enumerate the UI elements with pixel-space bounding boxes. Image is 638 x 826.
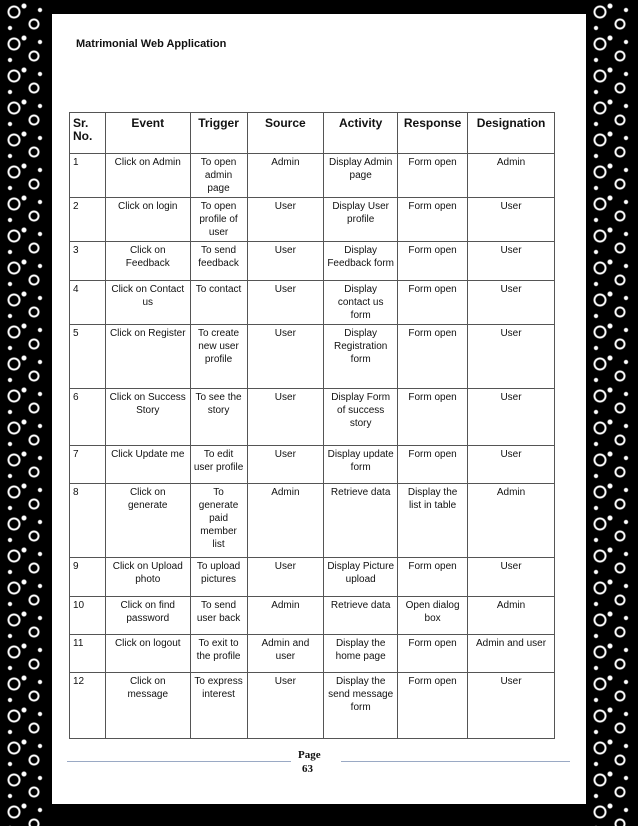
table-cell: 11 [70,635,106,673]
table-cell: 4 [70,281,106,325]
table-cell: User [468,281,555,325]
table-cell: Click on login [105,198,190,242]
table-cell: To create new user profile [190,325,247,389]
table-cell: Click on find password [105,597,190,635]
decorative-border-right [586,0,638,826]
table-cell: Form open [398,558,468,597]
table-cell: Admin [247,154,324,198]
table-cell: 7 [70,446,106,484]
table-cell: Retrieve data [324,597,398,635]
table-cell: Click on Upload photo [105,558,190,597]
table-cell: Form open [398,446,468,484]
table-cell: Form open [398,389,468,446]
table-body [70,154,555,739]
table-cell: Admin [468,484,555,558]
table-row [70,635,555,673]
table-cell: Form open [398,154,468,198]
table-cell: 10 [70,597,106,635]
table-cell: Display the home page [324,635,398,673]
event-table [69,112,555,739]
table-row [70,558,555,597]
page-header-title: Matrimonial Web Application [76,38,227,50]
table-cell: User [247,198,324,242]
table-cell: User [247,325,324,389]
table-cell: Retrieve data [324,484,398,558]
column-header-event: Event [105,113,190,154]
table-cell: Click on message [105,673,190,739]
table-cell: User [247,446,324,484]
table-cell: To send feedback [190,242,247,281]
table-cell: To contact [190,281,247,325]
table-row [70,597,555,635]
table-cell: Form open [398,635,468,673]
table-cell: User [468,242,555,281]
table-cell: User [468,389,555,446]
table-cell: 5 [70,325,106,389]
table-cell: Admin and user [247,635,324,673]
table-cell: To generate paid member list [190,484,247,558]
column-header-sr-no: Sr. No. [70,113,106,154]
table-row [70,484,555,558]
table-cell: Display update form [324,446,398,484]
table-cell: 9 [70,558,106,597]
table-cell: Click Update me [105,446,190,484]
table-row [70,325,555,389]
table-cell: Display User profile [324,198,398,242]
table-cell: Click on Success Story [105,389,190,446]
column-header-response: Response [398,113,468,154]
column-header-activity: Activity [324,113,398,154]
table-cell: Form open [398,673,468,739]
table-row [70,198,555,242]
table-cell: To express interest [190,673,247,739]
table-cell: Form open [398,242,468,281]
table-cell: Open dialog box [398,597,468,635]
table-cell: Click on Admin [105,154,190,198]
table-cell: User [247,389,324,446]
table-cell: User [247,242,324,281]
table-cell: Click on Feedback [105,242,190,281]
table-cell: Form open [398,325,468,389]
table-cell: Admin [247,597,324,635]
decorative-border-top [52,0,586,14]
table-cell: 1 [70,154,106,198]
table-cell: Form open [398,281,468,325]
table-row [70,242,555,281]
table-cell: Click on generate [105,484,190,558]
table-cell: User [247,281,324,325]
table-cell: Form open [398,198,468,242]
table-cell: User [468,558,555,597]
decorative-border-left [0,0,52,826]
table-cell: Click on logout [105,635,190,673]
column-header-trigger: Trigger [190,113,247,154]
table-row [70,389,555,446]
table-cell: Display the list in table [398,484,468,558]
table-cell: User [468,446,555,484]
table-row [70,281,555,325]
table-cell: Display Feedback form [324,242,398,281]
table-cell: To exit to the profile [190,635,247,673]
table-cell: 2 [70,198,106,242]
table-cell: Display Registration form [324,325,398,389]
table-row [70,446,555,484]
table-cell: To open profile of user [190,198,247,242]
table-cell: 3 [70,242,106,281]
table-cell: 8 [70,484,106,558]
table-cell: Admin [247,484,324,558]
table-cell: Display contact us form [324,281,398,325]
table-cell: Click on Contact us [105,281,190,325]
table-cell: Display Picture upload [324,558,398,597]
table-cell: Admin [468,154,555,198]
column-header-designation: Designation [468,113,555,154]
table-cell: Display the send message form [324,673,398,739]
table-cell: Admin and user [468,635,555,673]
table-row [70,673,555,739]
table-cell: 6 [70,389,106,446]
column-header-source: Source [247,113,324,154]
table-cell: 12 [70,673,106,739]
table-cell: Display Admin page [324,154,398,198]
table-row [70,154,555,198]
table-cell: Display Form of success story [324,389,398,446]
table-cell: User [247,673,324,739]
table-cell: To upload pictures [190,558,247,597]
table-cell: Click on Register [105,325,190,389]
page-label: Page [298,749,321,761]
table-cell: To send user back [190,597,247,635]
table-cell: To see the story [190,389,247,446]
table-cell: To edit user profile [190,446,247,484]
table-cell: User [468,325,555,389]
table-cell: User [247,558,324,597]
table-cell: User [468,673,555,739]
page-number: 63 [302,763,313,775]
decorative-border-bottom [52,804,586,826]
table-header-row [70,113,555,154]
table-cell: Admin [468,597,555,635]
table-cell: User [468,198,555,242]
table-cell: To open admin page [190,154,247,198]
